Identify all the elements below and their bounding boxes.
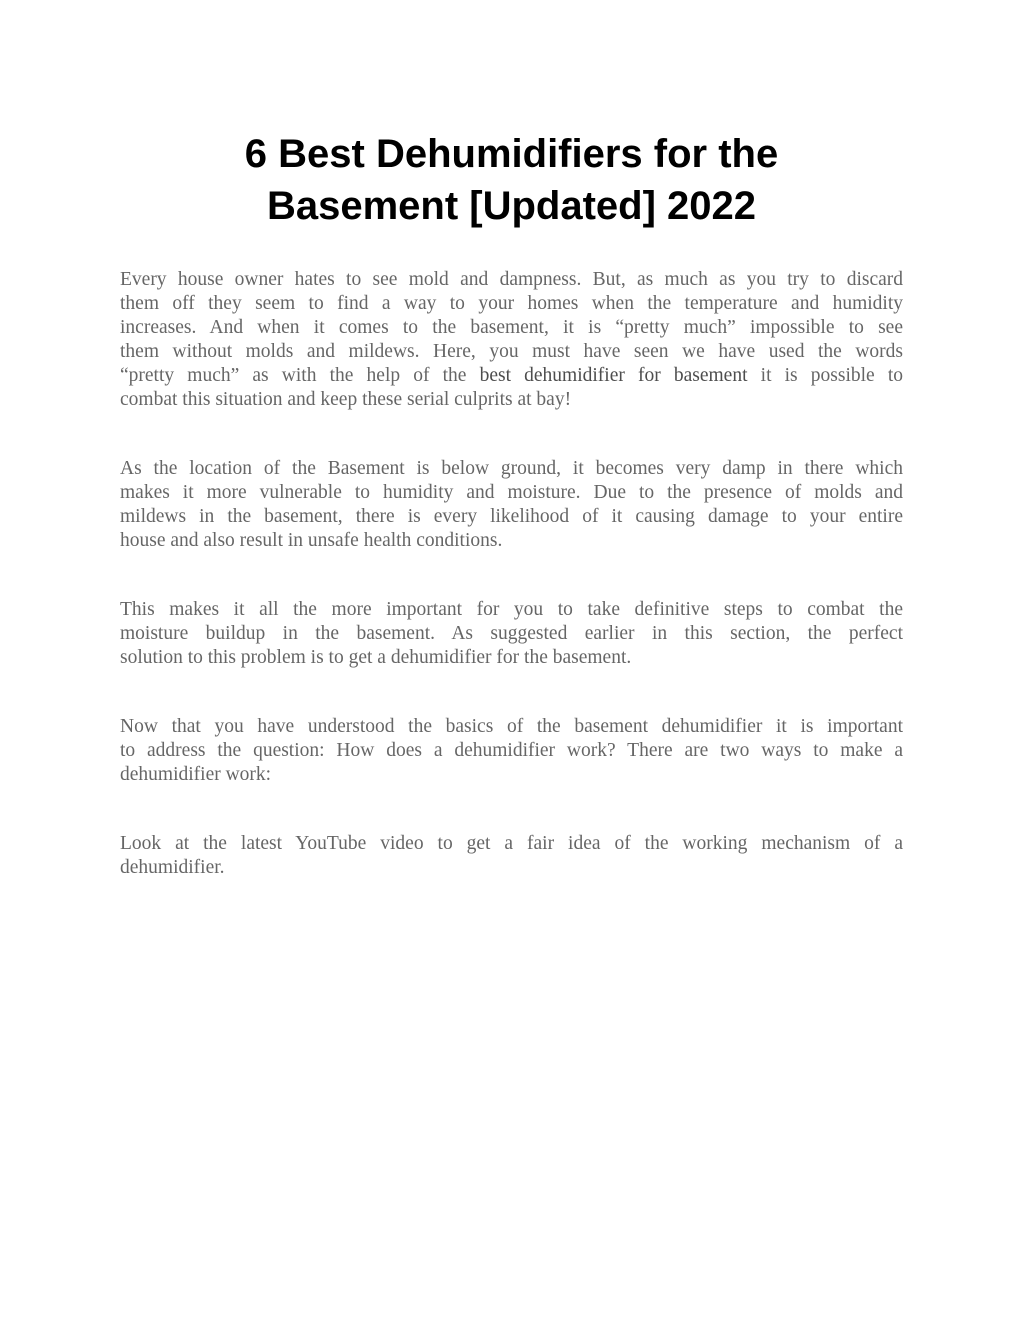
paragraph-line: As the location of the Basement is below ground, it becomes very damp in there which [120,458,903,479]
paragraph-line: house and also result in unsafe health conditions. [120,530,503,551]
paragraph-line: Every house owner hates to see mold and dampness. But, as much as you try to discard [120,269,903,290]
line-text-before-link: “pretty much” as with the help of the [120,365,480,386]
page-title [120,128,903,232]
paragraph-line: mildews in the basement, there is every likelihood of it causing damage to your entire [120,506,903,527]
definitive-steps-paragraph [120,598,903,670]
basement-location-paragraph [120,457,903,553]
paragraph-line: to address the question: How does a dehumidifier work? There are two ways to make a [120,740,903,761]
best-dehumidifier-link[interactable]: best dehumidifier for basement [479,365,748,386]
paragraph-line: them off they seem to find a way to your homes when the temperature and humidity [120,293,903,314]
paragraph-line: increases. And when it comes to the basement, it is “pretty much” impossible to see [120,317,903,338]
title-line-2: Basement [Updated] 2022 [266,184,757,228]
title-line-1: 6 Best Dehumidifiers for the [244,132,779,176]
paragraph-line: Now that you have understood the basics of the basement dehumidifier it is important [120,716,903,737]
intro-paragraph [120,268,903,412]
paragraph-line: dehumidifier. [120,857,225,878]
paragraph-line: makes it more vulnerable to humidity and moisture. Due to the presence of molds and [120,482,903,503]
paragraph-line: solution to this problem is to get a dehumidifier for the basement. [120,647,632,668]
youtube-video-paragraph [120,832,903,880]
paragraph-line: Look at the latest YouTube video to get a fair idea of the working mechanism of a [120,833,903,854]
paragraph-line: them without molds and mildews. Here, you must have seen we have used the words [120,341,903,362]
paragraph-line: This makes it all the more important for you to take definitive steps to combat the [120,599,903,620]
line-text-after-link: it is possible to [747,365,903,386]
paragraph-line: moisture buildup in the basement. As suggested earlier in this section, the perfect [120,623,903,644]
how-it-works-paragraph [120,715,903,787]
paragraph-line: combat this situation and keep these serial culprits at bay! [120,389,572,410]
paragraph-line-with-link [120,364,903,388]
paragraph-line: dehumidifier work: [120,764,272,785]
